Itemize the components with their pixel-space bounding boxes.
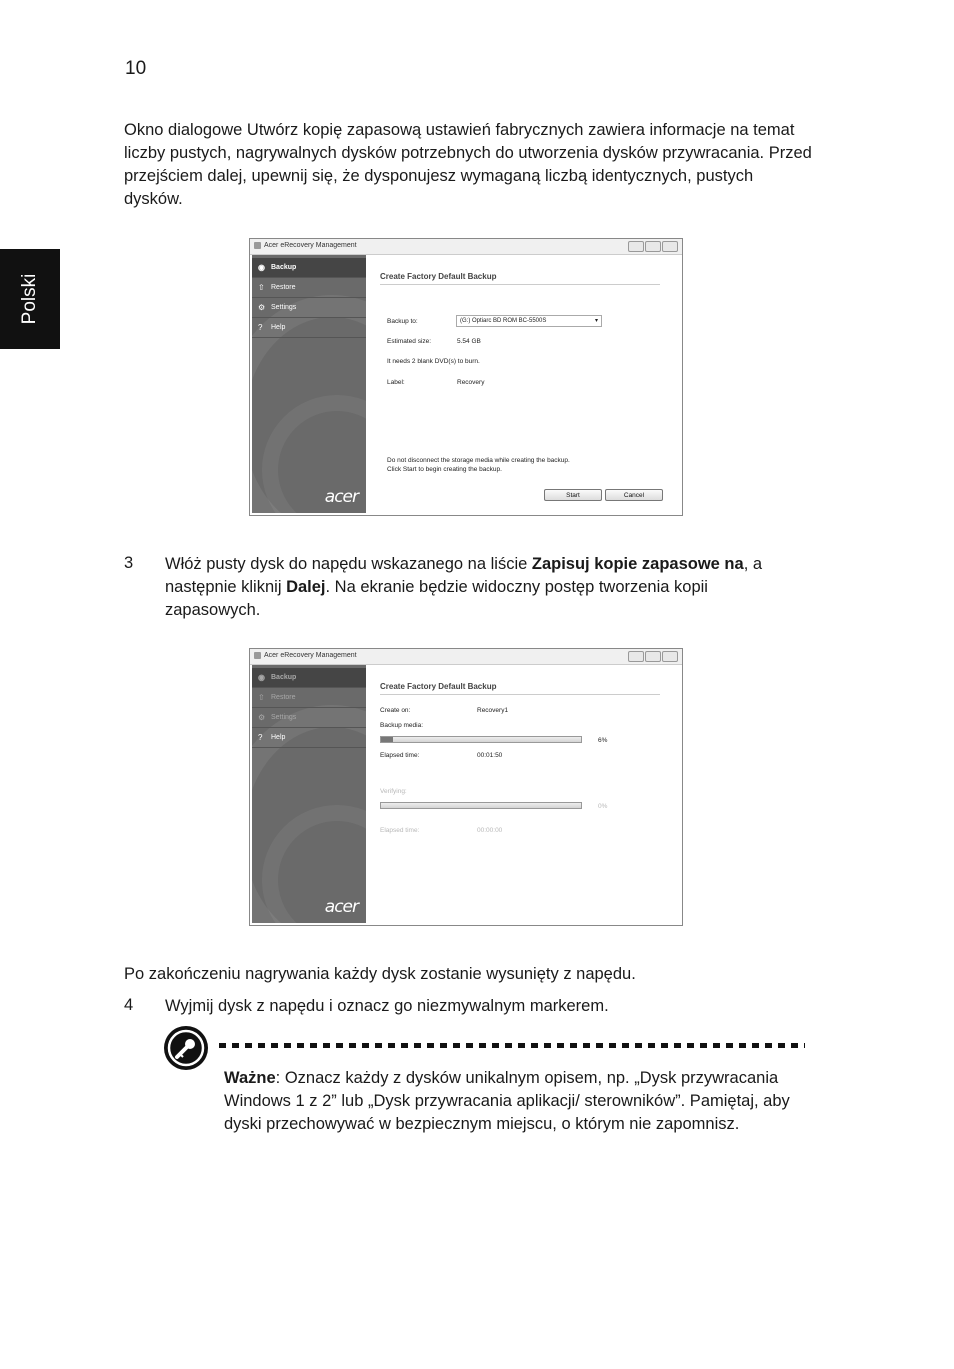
label-value: Recovery [457,379,485,386]
elapsed-time-2-label: Elapsed time: [380,827,420,834]
step-3-number: 3 [124,554,134,572]
important-note-text: Ważne: Oznacz każdy z dysków unikalnym opisem, np. „Dysk przywracania Windows 1 z 2” lub „Dysk przywracania aplikacji/ sterowników”. Pamiętaj, aby dyski przechowywać w bezpiecznym miejscu, o którym nie zapomnisz. [224,1069,790,1133]
warning-line-1: Do not disconnect the storage media while creating the backup. [387,457,570,464]
sidebar [252,665,366,923]
nav-help[interactable]: ? Help [252,728,366,748]
screenshot-backup-progress [249,648,683,926]
step-3-text: Włóż pusty dysk do napędu wskazanego na liście Zapisuj kopie zapasowe na, a następnie kliknij Dalej. Na ekranie będzie widoczny postęp tworzenia kopii zapasowych. [165,555,763,619]
after-burn-text: Po zakończeniu nagrywania każdy dysk zostanie wysunięty z napędu. [124,965,636,983]
language-tab [0,249,60,349]
create-on-value: Recovery1 [477,707,509,714]
maximize-button[interactable] [645,241,661,252]
start-button[interactable]: Start [544,489,602,501]
restore-icon: ⇧ [258,693,265,702]
panel-title: Create Factory Default Backup [380,682,497,691]
help-icon: ? [258,323,263,332]
dropdown-value: (G:) Optiarc BD ROM BC-5500S [460,318,547,324]
close-button[interactable] [662,241,678,252]
nav-settings[interactable]: ⚙ Settings [252,298,366,318]
backup-percent: 6% [598,737,608,744]
chevron-down-icon: ▾ [594,318,598,324]
intro-paragraph: Okno dialogowe Utwórz kopię zapasową ustawień fabrycznych zawiera informacje na temat liczby pustych, nagrywalnych dysków potrzebnych do utworzenia dysków przywracania. Przed przejściem dalej, upewnij się, że dysponujesz wymaganą liczbą identycznych, pustych dysków. [124,121,812,208]
blank-dvds-text: It needs 2 blank DVD(s) to burn. [387,358,480,365]
restore-icon: ⇧ [258,283,265,292]
label-label: Label: [387,379,405,386]
verify-percent: 0% [598,803,608,810]
important-note-icon [164,1026,208,1070]
estimated-size-value: 5.54 GB [457,338,481,345]
warning-line-2: Click Start to begin creating the backup. [387,466,502,473]
verify-progress-bar [380,802,582,809]
window-titlebar [250,649,682,665]
backup-to-dropdown[interactable] [456,315,602,327]
nav-restore[interactable]: ⇧ Restore [252,688,366,708]
window-titlebar [250,239,682,255]
note-divider [219,1043,805,1048]
verifying-label: Verifying: [380,788,407,795]
app-icon [254,242,261,249]
nav-backup[interactable]: ◉ Backup [252,258,366,278]
maximize-button[interactable] [645,651,661,662]
backup-icon: ◉ [258,263,265,272]
language-tab-label: Polski [19,273,40,325]
elapsed-time-2-value: 00:00:00 [477,827,503,834]
minimize-button[interactable] [628,241,644,252]
minimize-button[interactable] [628,651,644,662]
close-button[interactable] [662,651,678,662]
step-4-text: Wyjmij dysk z napędu i oznacz go niezmywalnym markerem. [165,997,609,1015]
help-icon: ? [258,733,263,742]
sidebar [252,255,366,513]
panel-title: Create Factory Default Backup [380,272,497,281]
cancel-button[interactable]: Cancel [605,489,663,501]
backup-progress-bar [380,736,582,743]
app-icon [254,652,261,659]
nav-settings[interactable]: ⚙ Settings [252,708,366,728]
window-title: Acer eRecovery Management [264,242,357,249]
backup-media-label: Backup media: [380,722,423,729]
elapsed-time-label: Elapsed time: [380,752,420,759]
content-panel [370,255,680,513]
window-controls[interactable] [628,651,678,662]
create-on-label: Create on: [380,707,411,714]
gear-icon: ⚙ [258,713,266,722]
nav-restore[interactable]: ⇧ Restore [252,278,366,298]
backup-to-label: Backup to: [387,318,418,325]
window-title: Acer eRecovery Management [264,652,357,659]
step-4-number: 4 [124,996,134,1014]
nav-help[interactable]: ? Help [252,318,366,338]
acer-logo: acer [324,487,358,507]
elapsed-time-value: 00:01:50 [477,752,503,759]
page-number: 10 [125,58,147,79]
screenshot-backup-setup [249,238,683,516]
content-panel [370,665,680,923]
window-controls[interactable] [628,241,678,252]
backup-icon: ◉ [258,673,265,682]
backup-progress-fill [381,737,393,742]
gear-icon: ⚙ [258,303,266,312]
nav-backup[interactable]: ◉ Backup [252,668,366,688]
estimated-size-label: Estimated size: [387,338,432,345]
acer-logo: acer [324,897,358,917]
